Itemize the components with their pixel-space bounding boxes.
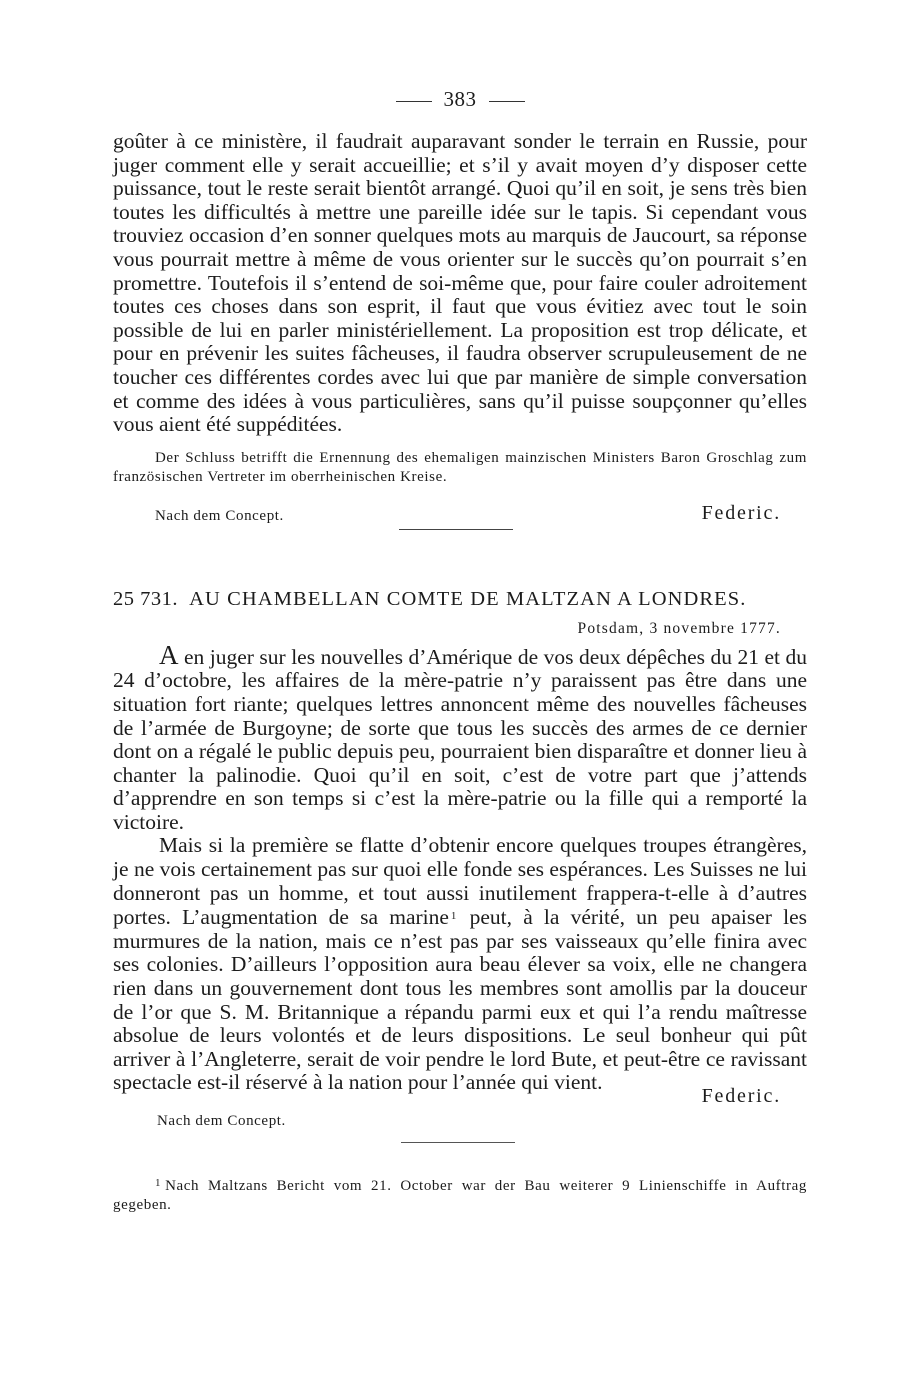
footnote-reference: 1	[450, 910, 457, 923]
footnote-mark: 1	[155, 1177, 162, 1189]
page-number	[113, 84, 807, 114]
letter-heading	[113, 586, 807, 612]
letter-number: 25 731.	[113, 587, 178, 610]
continuation-paragraph: goûter à ce ministère, il faudrait auparavant sonder le terrain en Russie, pour juger comment elle y serait accueillie; et s’il y avait moyen d’y disposer cette puissance, tout le reste serait bientôt arrangé. Quoi qu’il en soit, je sens très bien toutes les difficultés à mettre une pareille idée sur le tapis. Si cependant vous trouviez occasion d’en sonner quelques mots au marquis de Jaucourt, sa réponse vous pourrait mettre à même de vous orienter sur le succès qu’on pourrait s’en promettre. Toutefois il s’entend de soi-même que, pour faire couler adroitement toutes ces choses dans son esprit, il faut que vous évitiez avec tout le soin possible de lui en parler ministériellement. La proposition est trop délicate, et pour en prévenir les suites fâcheuses, il faudra observer scrupuleusement de ne toucher ces différentes cordes avec lui que par manière de simple conversation et comme des idées à vous particulières, sans qu’il puisse soupçonner qu’elles vous aient été suppéditées.	[113, 129, 807, 437]
source-note-2: Nach dem Concept.	[157, 1113, 286, 1129]
source-note-1: Nach dem Concept.	[155, 507, 284, 524]
signature-2: Federic.	[701, 1085, 781, 1108]
folio-dash-left	[396, 101, 432, 102]
signature-1: Federic.	[701, 501, 781, 524]
editorial-summary: Der Schluss betrifft die Ernennung des ehemaligen mainzischen Ministers Baron Groschlag zum französischen Vertreter im oberrheinischen Kreise.	[113, 449, 807, 485]
separator-2	[113, 1130, 807, 1150]
place-date: Potsdam, 3 novembre 1777.	[577, 619, 781, 637]
letter-close-1	[113, 502, 807, 530]
paragraph-2-text-a: Mais si la première se flatte d’obtenir encore quelques troupes étrangères, je ne vois certainement pas sur quoi elle fonde ses espérances. Les Suisses ne lui donneront pas un homme, et tout aussi inutilement frappera-t-elle à d’autres portes. L’augmentation de sa marine	[113, 833, 807, 930]
folio-dash-right	[489, 101, 525, 102]
paragraph-2-text-b: peut, à la vérité, un peu apaiser les murmures de la nation, mais ce n’est pas par ses vaisseaux qu’elle finira avec ses colonies. D’ailleurs l’opposition aura beau élever sa voix, elle ne changera rien dans un gouvernement dont tous les membres sont amollis par la douceur de l’or que S. M. Britannique a répandu parmi eux et qui l’a rendu maîtresse absolue de leurs volontés et de leurs dispositions. Le seul bonheur qui pût arriver à l’Angleterre, serait de voir pendre le lord Bute, et peut-être ce ravissant spectacle est-il réservé à la nation pour l’année qui vient.	[113, 905, 808, 1095]
letter-body	[113, 639, 808, 1108]
footnote-text: Nach Maltzans Bericht vom 21. October war der Bau weiterer 9 Linienschiffe in Auftrag gegeben.	[113, 1178, 807, 1213]
letter-paragraph-1	[113, 639, 807, 835]
letter-addressee: AU CHAMBELLAN COMTE DE MALTZAN A LONDRES.	[189, 587, 747, 610]
separator-rule-1	[399, 529, 513, 530]
book-page	[113, 84, 807, 1230]
letter-paragraph-2	[113, 833, 808, 1108]
initial-letter: A	[159, 639, 179, 670]
paragraph-1-text: en juger sur les nouvelles d’Amérique de vos deux dépêches du 21 et du 24 d’octobre, les affaires de la mère-patrie n’y paraissent pas être dans une situation fort riante; quelques lettres annoncent même des nouvelles fâcheuses de l’armée de Burgoyne; de sorte que tous les succès des armes de ce dernier dont on a régalé le public depuis peu, pourraient bien disparaître et donner lieu à chanter la palinodie. Quoi qu’il en soit, c’est de votre part que j’attends d’apprendre en son temps si c’est la mère-patrie ou la fille qui a remporté la victoire.	[113, 644, 807, 834]
separator-rule-2	[401, 1142, 515, 1143]
folio-number: 383	[443, 87, 477, 111]
footnote	[113, 1174, 807, 1215]
